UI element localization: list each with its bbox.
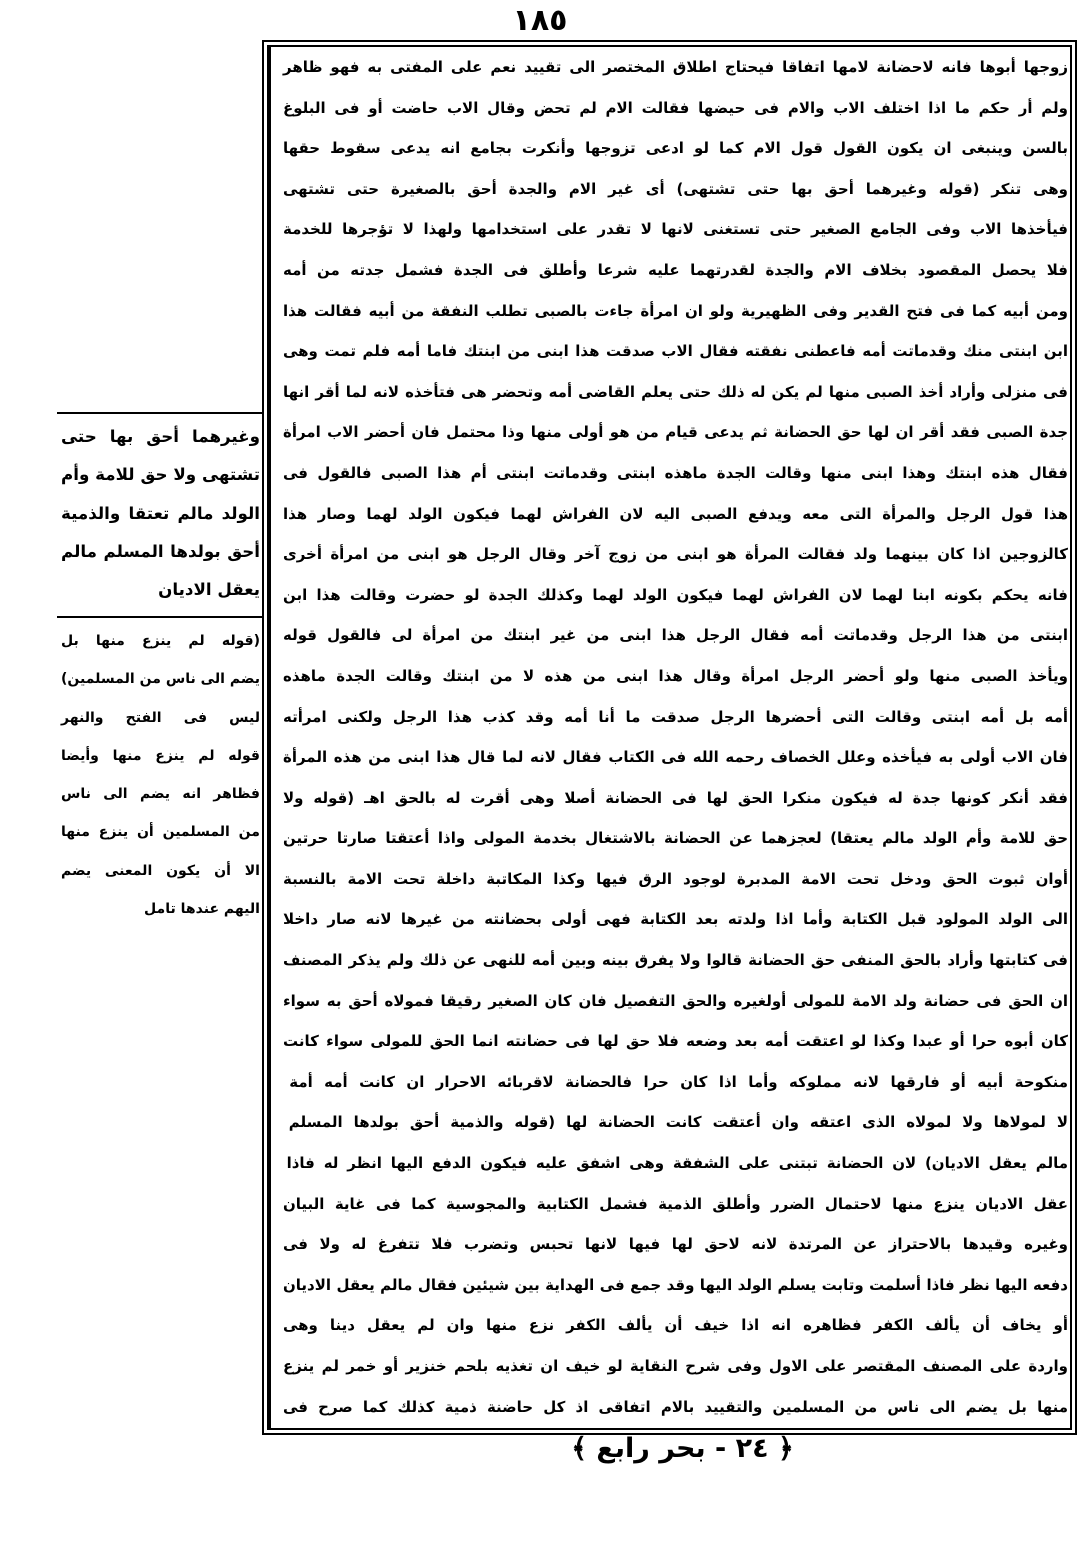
main-text-line: [280, 1387, 1068, 1428]
margin-note-line: [58, 812, 260, 850]
main-text-line-text: منها بل يضم الى ناس من المسلمين والتقييد بالام اتفاقى اذ كل حاضنة ذمية كذلك كما صرح فى: [283, 1397, 1068, 1416]
main-text-line-text: بالسن وينبغى ان يكون القول قول الام كما لو ادعى تزوجها وأنكرت بجامع انه يدعى سقوط حقها: [283, 139, 1068, 158]
main-text-line: [280, 494, 1068, 535]
main-text-line-text: فى منزلى وأراد أخذ الصبى منها لم يكن له ذلك حتى يعلم القاضى أمه وتحضر هى فتأخذه لانه لما أقر انها: [283, 382, 1068, 401]
margin-note-line: [58, 417, 260, 455]
main-text-line-text: ولم أر حكم ما اذا اختلف الاب والام فى حيضها فقالت الام لم تحض وقال الاب حاضت أو فى البلوغ: [283, 98, 1068, 117]
main-text-line-text: ومن أبيه كما فى فتح القدير وفى الظهيرية ولو ان امرأة جاءت بالصبى تطلب النفقة من أبيه فقالت هذا: [283, 301, 1068, 320]
main-text-line: [280, 1102, 1068, 1143]
margin-note-line: [58, 698, 260, 736]
main-text-line: [280, 575, 1068, 616]
main-text-line: [280, 412, 1068, 453]
main-text-line: [280, 1021, 1068, 1062]
main-text-line: [280, 88, 1068, 129]
margin-note-text: قوله لم ينزع منها وأيضا: [61, 747, 260, 764]
margin-note-block: [58, 417, 260, 608]
main-text-line: [280, 1346, 1068, 1387]
main-text-line-text: فقد أنكر كونها جدة له فيكون منكرا الحق لها فى الحضانة أصلا وهى أقرت له بالحق اهـ (قوله ولا: [283, 788, 1068, 807]
footer-signature: ﴿ ٢٤ - بحر رابع ﴾: [571, 1433, 794, 1464]
page-number: ١٨٥: [512, 3, 568, 38]
main-text-line-text: ان الحق فى حضانة ولد الامة للمولى أولغيره والحق التفصيل فان كان الصغير رقيقا فمولاه أحق به سواء: [283, 991, 1068, 1010]
margin-note-line: [58, 621, 260, 659]
main-text-line: [280, 534, 1068, 575]
main-text-line: [280, 981, 1068, 1022]
main-text-line-text: كان أبوه حرا أو عبدا وكذا لو اعتقت أمه بعد وضعه فلا حق لها فى حضانته انما الحق للمولى سواء كانت: [283, 1032, 1068, 1051]
main-text-line-text: وهى تنكر (قوله وغيرهما أحق بها حتى تشتهى) أى غير الام والجدة أحق بالصغيرة حتى تشتهى: [283, 179, 1068, 198]
margin-note-text: تشتهى ولا حق للامة وأم: [61, 464, 260, 485]
margin-note-line: [58, 570, 260, 608]
margin-note-text: من المسلمين أن ينزع منها: [61, 824, 260, 841]
main-text-line-text: فانه يحكم بكونه ابنا لهما لان الفراش لهما فيكون الولد لهما وكذلك الجدة لو حضرت وقالت هذا ابن: [283, 585, 1068, 604]
main-text-line-text: فيأخذها الاب وفى الجامع الصغير حتى تستغنى لانها لا تقدر على استخدامها ولهذا لا تؤجرها للخدمة: [283, 220, 1068, 239]
main-text-line: [280, 250, 1068, 291]
main-text-line: [280, 169, 1068, 210]
main-text-line-text: دفعه اليها نظر فاذا أسلمت وتابت يسلم الولد اليها وقد جمع فى الهداية بين شيئين فقال مالم يعقل الاديان: [283, 1275, 1068, 1294]
main-text-block: [280, 47, 1068, 1427]
margin-note-line: [58, 889, 260, 927]
margin-note-line: [58, 455, 260, 493]
main-text-line-text: فى كتابتها وأراد بالحق المنفى حق الحضانة قالوا ولا يفرق بينه وبين أمه للنهى عن ذلك ولم يذكر المصنف: [283, 951, 1068, 970]
margin-note-text: الا أن يكون المعنى يضم: [61, 862, 260, 879]
margin-note-text: أحق بولدها المسلم مالم: [61, 540, 260, 561]
margin-note-line: [58, 774, 260, 812]
margin-note-text: يعقل الاديان: [158, 579, 260, 600]
main-text-line-text: أو يخاف أن يألف الكفر فظاهره انه اذا خيف أن يألف الكفر نزع منها وان لم يعقل دينا وهى: [283, 1316, 1068, 1335]
margin-note-line: [58, 532, 260, 570]
main-text-line: [280, 615, 1068, 656]
main-text-line: [280, 1224, 1068, 1265]
main-text-line: [280, 697, 1068, 738]
main-text-line-text: عقل الاديان ينزع منها لاحتمال الضرر وأطلق الذمية فشمل الكتابية والمجوسية كما فى غاية البيان: [283, 1194, 1068, 1213]
main-text-line: [280, 656, 1068, 697]
margin-note-line: [58, 659, 260, 697]
main-text-line-text: زوجها أبوها فانه لاحضانة لامها اتفاقا فيحتاج اطلاق المختصر الى تقييد نعم على المفتى به فهو ظاهر: [283, 58, 1068, 76]
main-text-line: [280, 859, 1068, 900]
main-text-line: [280, 899, 1068, 940]
main-text-line: [280, 1265, 1068, 1306]
main-text-line: [280, 47, 1068, 88]
main-text-line: [280, 1184, 1068, 1225]
main-text-line: [280, 940, 1068, 981]
main-text-line-text: ويأخذ الصبى منها ولو أحضر الرجل امرأة وقال هذا ابنى من هذه لا من ابنتك وقالت الجدة ماهذه: [283, 666, 1068, 685]
main-text-line-text: ابن ابنتى منك وقدماتت أمه فاعطنى نفقته فقال الاب صدقت هذا ابنى من ابنتك فاما أمه فلم تمت وهى: [283, 342, 1068, 361]
margin-note-text: يضم الى ناس من المسلمين): [61, 671, 260, 688]
main-text-line-text: فقال هذه ابنتك وهذا ابنى منها وقالت الجدة ماهذه ابنتى وقدماتت ابنتى أم هذا الصبى فالقول فى: [283, 463, 1068, 482]
margin-note-block: [58, 621, 260, 927]
main-text-line: [280, 1062, 1068, 1103]
margin-note-text: اليهم عندها تامل: [143, 901, 260, 918]
main-text-line: [280, 209, 1068, 250]
main-text-line: [280, 1143, 1068, 1184]
margin-note-text: فظاهر انه يضم الى ناس: [61, 786, 260, 803]
main-text-line-text: فان الاب أولى به فيأخذه وعلل الخصاف رحمه الله فى الكتاب فقال لانه لما قال هذا ابنى من هذه المرأة: [283, 748, 1068, 767]
margin-note-text: وغيرهما أحق بها حتى: [61, 426, 260, 446]
main-text-line: [280, 128, 1068, 169]
margin-note-text: (قوله لم ينزع منها بل: [61, 633, 260, 649]
main-text-line-text: فلا يحصل المقصود بخلاف الام والجدة لقدرتهما عليه شرعا وأطلق فى الجدة فشمل جدته من أمه: [283, 260, 1068, 279]
main-text-line-text: أوان ثبوت الحق ودخل تحت الامة المدبرة لوجود الرق فيها وكذا المكاتبة داخلة تحت الامة بالنسبة: [283, 869, 1068, 888]
main-text-line-text: هذا قول الرجل والمرأة التى معه ويدفع الصبى اليه لان الفراش لهما فيكون الولد لهما وصار هذا: [283, 504, 1068, 523]
main-text-line-text: ابنتى من هذا الرجل وقدماتت أمه فقال الرجل هذا ابنى من غير ابنتك من امرأة لى فالقول قوله: [283, 626, 1068, 645]
main-text-line-text: أمه بل أمه ابنتى وقالت التى أحضرها الرجل صدقت ما أنا أمه وقد كذب هذا الرجل ولكنى امرأته: [283, 707, 1068, 726]
margin-note-text: ليس فى الفتح والنهر: [61, 709, 260, 726]
margin-note-line: [58, 851, 260, 889]
main-text-line: [280, 453, 1068, 494]
main-text-line-text: حق للامة وأم الولد مالم يعتقا) لعجزهما عن الحضانة بالاشتغال بخدمة المولى واذا أعتقتا صارتا حرتين: [283, 829, 1068, 848]
main-text-line: [280, 818, 1068, 859]
main-text-line-text: منكوحة أبيه أو فارقها لانه مملوكه وأما اذا كان حرا فالحضانة لاقربائه الاحرار ان كانت أمه أمة: [289, 1072, 1068, 1091]
main-text-line: [280, 331, 1068, 372]
main-text-line: [280, 372, 1068, 413]
margin-note-line: [58, 736, 260, 774]
main-text-line-text: جدة الصبى فقد أقر ان لها حق الحضانة ثم يدعى قيام من هو أولى منها وذا محتمل فان أحضر الاب امرأة: [283, 423, 1068, 442]
main-text-line: [280, 778, 1068, 819]
main-text-line: [280, 737, 1068, 778]
main-text-line-text: لا لمولاها ولا لمولاه الذى اعتقه وان أعتقت كانت الحضانة لها (قوله والذمية أحق بولدها المسلم: [288, 1113, 1068, 1132]
main-text-line-text: واردة على المصنف المقتصر على الاول وفى شرح النقاية لو خيف ان تغذيه بلحم خنزير أو خمر لم ينزع: [283, 1357, 1068, 1375]
main-text-line: [280, 1305, 1068, 1346]
main-text-line-text: مالم يعقل الاديان) لان الحضانة تبتنى على الشفقة وهى اشفق عليه فيكون الدفع اليها انظر له فاذا: [286, 1154, 1068, 1173]
margin-note-text: الولد مالم تعتقا والذمية: [61, 502, 260, 523]
margin-note-divider: [57, 616, 262, 618]
margin-note-line: [58, 494, 260, 532]
main-text-line-text: كالزوجين اذا كان بينهما ولد فقالت المرأة هو ابنى من زوج آخر وقال الرجل هو ابنى من امرأة أخرى: [283, 545, 1068, 564]
main-text-line: [280, 291, 1068, 332]
main-text-line-text: وغيره وقيدها بالاحتراز عن المرتدة لانه لاحق لها فيها لانها تحبس وتضرب فلا تتفرغ له ولا فى: [283, 1235, 1068, 1254]
margin-note-divider: [57, 412, 262, 414]
main-text-line-text: الى الولد المولود قبل الكتابة وأما اذا ولدته بعد الكتابة فهى أولى بحضانته من غيرها لانه صار داخلا: [283, 910, 1068, 929]
